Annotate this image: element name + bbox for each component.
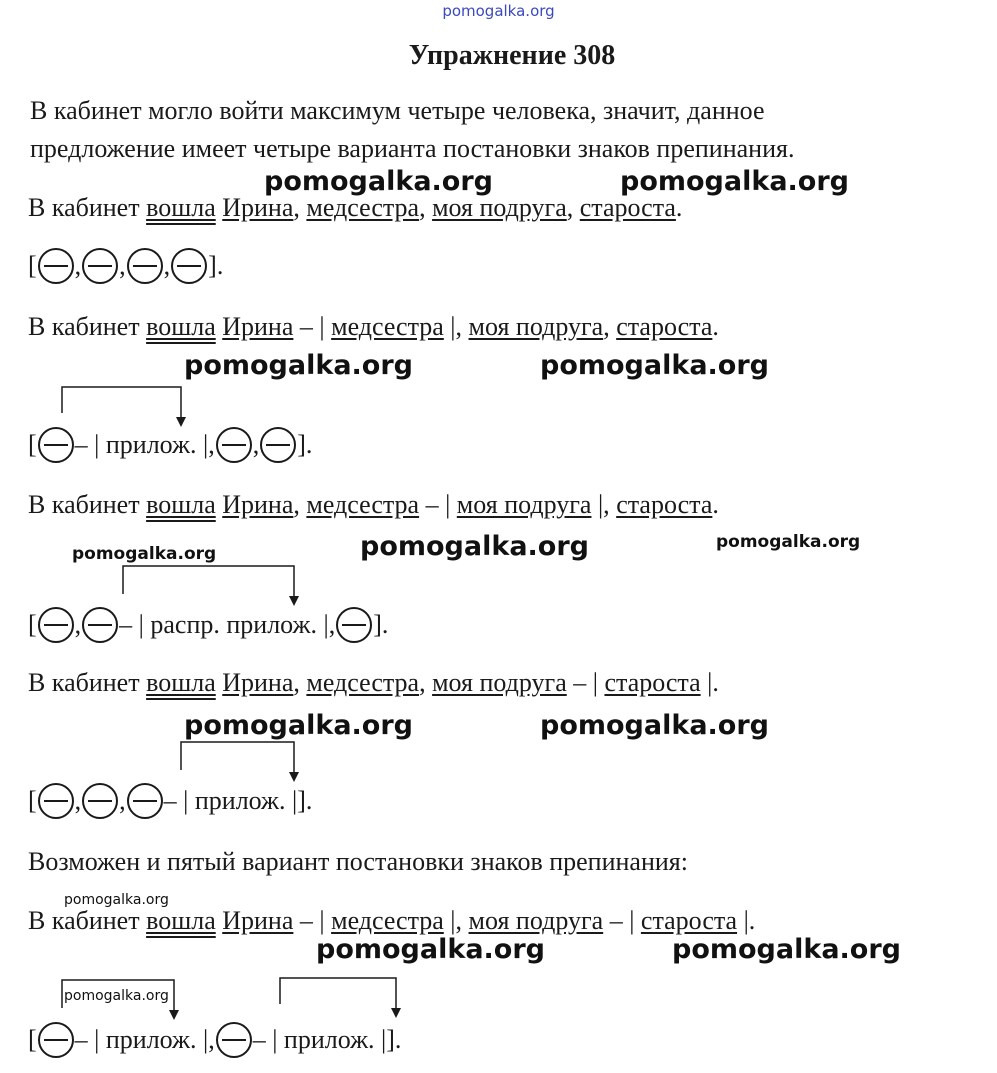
site-watermark-top[interactable]: pomogalka.org: [442, 2, 555, 20]
sentence-2: В кабинет вошла Ирина – | медсестра |, моя подруга, староста.: [28, 312, 719, 341]
watermark: pomogalka.org: [64, 988, 169, 1004]
subject: Ирина: [222, 193, 294, 222]
watermark: pomogalka.org: [184, 350, 413, 381]
watermark: pomogalka.org: [184, 710, 413, 741]
watermark: pomogalka.org: [620, 166, 849, 197]
appositive: староста: [640, 906, 738, 935]
subject: моя подруга: [432, 668, 567, 697]
scheme-3: [ , – | распр. прилож. |, ].: [28, 607, 388, 643]
scheme-2: [ – | прилож. |, , ].: [28, 427, 312, 463]
subject: моя подруга: [468, 906, 604, 935]
subject: медсестра: [306, 668, 420, 697]
scheme-5: [ – | прилож. |, – | прилож. | ].: [28, 1022, 401, 1058]
scheme-4: [ , , – | прилож. | ].: [28, 783, 312, 819]
exercise-title: Упражнение 308: [408, 40, 616, 71]
scheme-1: [ , , , ].: [28, 248, 223, 284]
predicate: вошла: [146, 193, 216, 222]
watermark: pomogalka.org: [540, 350, 769, 381]
appositive: медсестра: [331, 312, 444, 341]
watermark: pomogalka.org: [316, 934, 545, 965]
subject: староста: [616, 490, 713, 519]
subject: Ирина: [222, 668, 294, 697]
watermark: pomogalka.org: [72, 544, 217, 564]
subject: Ирина: [222, 490, 294, 519]
watermark: pomogalka.org: [64, 892, 169, 908]
watermark: pomogalka.org: [360, 531, 589, 562]
predicate: вошла: [146, 490, 216, 519]
subject: моя подруга: [432, 193, 567, 222]
subject: моя подруга: [468, 312, 604, 341]
subject: староста: [616, 312, 713, 341]
fifth-variant-note: Возможен и пятый вариант постановки знаков препинания:: [28, 847, 688, 876]
watermark: pomogalka.org: [716, 532, 861, 552]
subject: Ирина: [222, 312, 294, 341]
sentence-4: В кабинет вошла Ирина, медсестра, моя подруга – | староста |.: [28, 668, 719, 697]
subject: староста: [579, 193, 676, 222]
watermark: pomogalka.org: [672, 934, 901, 965]
intro-line-1: В кабинет могло войти максимум четыре человека, значит, данное: [30, 96, 765, 125]
appositive: медсестра: [331, 906, 444, 935]
watermark: pomogalka.org: [540, 710, 769, 741]
predicate: вошла: [146, 312, 216, 341]
subject: медсестра: [306, 490, 420, 519]
appositive: староста: [604, 668, 701, 697]
sentence-5: В кабинет вошла Ирина – | медсестра |, моя подруга – | староста |.: [28, 906, 756, 935]
intro-line-2: предложение имеет четыре варианта постановки знаков препинания.: [30, 134, 795, 163]
sentence-3: В кабинет вошла Ирина, медсестра – | моя подруга |, староста.: [28, 490, 719, 519]
subject: медсестра: [306, 193, 420, 222]
sentence-1: В кабинет вошла Ирина, медсестра, моя подруга, староста.: [28, 193, 683, 222]
watermark: pomogalka.org: [264, 166, 493, 197]
predicate: вошла: [146, 906, 216, 935]
appositive: моя подруга: [456, 490, 592, 519]
subject: Ирина: [222, 906, 294, 935]
predicate: вошла: [146, 668, 216, 697]
